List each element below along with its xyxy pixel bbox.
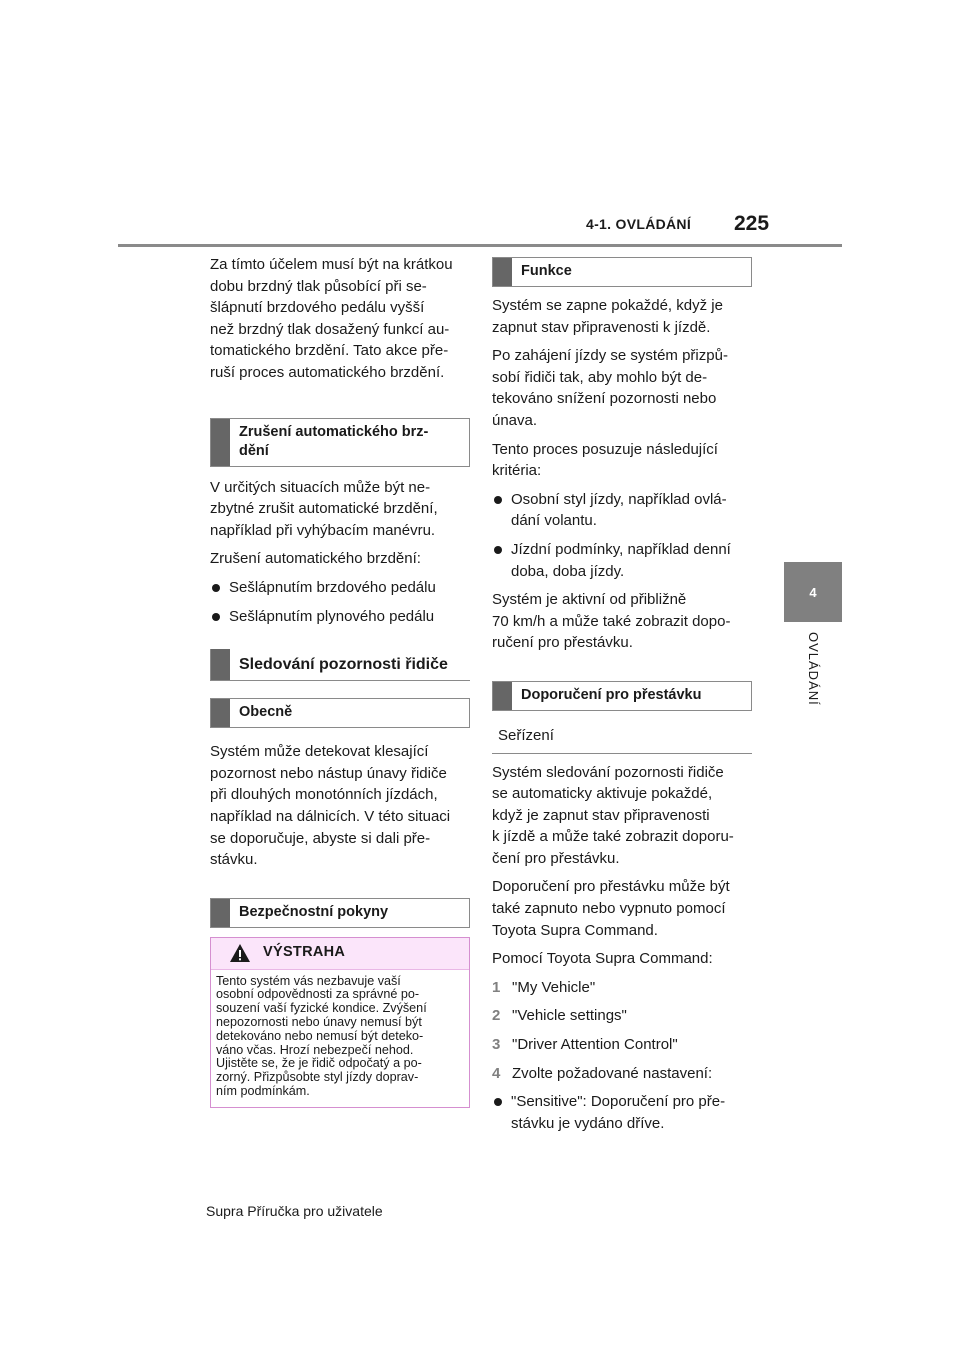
text-line: například na dálnicích. V této situaci [210,807,451,825]
text-line: sobí řidiči tak, aby mohlo být de- [492,368,708,386]
text-line: Jízdní podmínky, například denní [511,540,731,558]
adjust-paragraph-2 [492,876,752,941]
bullet-item [492,539,752,582]
bullet-item: Sešlápnutím brzdového pedálu [210,577,470,599]
chapter-tab: 4 [784,562,842,622]
text-line: Tento systém vás nezbavuje vaší [216,973,401,988]
step-item [492,1005,752,1027]
cancel-paragraph [210,477,470,542]
text-line: Ujistěte se, že je řidič odpočatý a po- [216,1056,422,1071]
step-text: "Vehicle settings" [512,1007,627,1025]
step-number: 1 [492,978,501,996]
text-line: "Sensitive": Doporučení pro pře- [511,1093,726,1111]
step-item [492,977,752,999]
text-line: Systém je aktivní od přibližně [492,591,687,609]
step-text: "My Vehicle" [512,978,596,996]
chapter-label-text: OVLÁDÁNÍ [806,632,821,706]
text-line: Systém sledování pozornosti řidiče [492,763,724,781]
bullet-item: Sešlápnutím plynového pedálu [210,606,470,628]
text-line: čení pro přestávku. [492,849,620,867]
text-line: souzení vaší fyzické kondice. Zvýšení [216,1001,427,1016]
chapter-label [784,632,842,752]
text-line: Systém se zapne pokaždé, když je [492,297,723,314]
text-line: Doporučení pro přestávku může být [492,878,730,896]
text-line: Za tímto účelem musí být na krátkou [210,256,453,273]
step-item [492,1063,752,1085]
text-line: doba, doba jízdy. [511,562,625,580]
bullet-item [492,489,752,532]
general-heading: Obecně [210,698,470,728]
adjustment-subheading: Seřízení [492,721,752,754]
text-line: stávku je vydáno dříve. [511,1114,665,1132]
step-number: 2 [492,1007,501,1025]
section-heading-driver-attention: Sledování pozornosti řidiče [210,649,470,681]
right-column [492,257,752,1141]
warning-text [211,970,469,1107]
function-heading: Funkce [492,257,752,287]
step-item [492,1034,752,1056]
bullet-item [492,1091,752,1134]
text-line: se automaticky aktivuje pokaždé, [492,785,713,803]
text-line: Po zahájení jízdy se systém přizpů- [492,347,728,365]
text-line: pozornost nebo nástup únavy řidiče [210,764,447,782]
text-line: ruší proces automatického brzdění. [210,363,445,381]
text-line: osobní odpovědnosti za správné po- [216,987,420,1002]
general-paragraph [210,741,470,871]
heading-line: Zrušení automatického brz- [239,423,429,440]
text-line: k jízdě a může také zobrazit doporu- [492,828,734,846]
cancel-braking-heading [210,418,470,467]
text-line: tekováno snížení pozornosti nebo [492,390,717,408]
safety-heading: Bezpečnostní pokyny [210,898,470,928]
text-line: detekováno nebo nemusí být deteko- [216,1028,424,1043]
function-paragraph-1 [492,295,752,338]
function-paragraph-3 [492,439,752,482]
text-line: při dlouhých monotónních jízdách, [210,786,438,804]
function-paragraph-4 [492,589,752,654]
text-line: kritéria: [492,462,542,480]
adjust-paragraph-1 [492,762,752,870]
text-line: když je zapnut stav připravenosti [492,806,710,824]
text-line: ručení pro přestávku. [492,634,633,652]
text-line: také zapnuto nebo vypnuto pomocí [492,900,726,918]
text-line: zbytné zrušit automatické brzdění, [210,500,438,518]
text-line: šlápnutí brzdového pedálu vyšší [210,299,425,317]
break-recommendation-heading: Doporučení pro přestávku [492,681,752,711]
intro-paragraph [210,254,470,384]
header-divider [118,244,842,247]
text-line: Osobní styl jízdy, například ovlá- [511,490,727,508]
text-line: Toyota Supra Command. [492,921,658,939]
text-line: zorný. Přizpůsobte styl jízdy doprav- [216,1070,419,1085]
footer-text: Supra Příručka pro uživatele [206,1203,383,1219]
step-number: 4 [492,1064,501,1082]
function-paragraph-2 [492,345,752,431]
text-line: Systém může detekovat klesající [210,743,429,761]
adjust-paragraph-3: Pomocí Toyota Supra Command: [492,950,713,968]
text-line: se doporučuje, abyste si dali pře- [210,829,431,847]
page-number: 225 [734,212,770,235]
step-text: Zvolte požadované nastavení: [512,1064,713,1082]
text-line: tomatického brzdění. Tato akce pře- [210,342,449,360]
text-line: nepozornosti nebo únavy nemusí být [216,1015,422,1030]
cancel-intro: Zrušení automatického brzdění: [210,550,421,568]
warning-triangle-icon [229,943,251,963]
text-line: zapnut stav připravenosti k jízdě. [492,318,711,336]
text-line: dobu brzdný tlak působící při se- [210,277,427,295]
text-line: dání volantu. [511,512,597,530]
text-line: než brzdný tlak dosažený funkcí au- [210,320,450,338]
left-column [210,254,470,1108]
warning-title: VÝSTRAHA [263,944,346,961]
text-line: stávku. [210,851,258,869]
heading-line: dění [239,442,269,459]
text-line: ním podmínkám. [216,1084,310,1099]
text-line: 70 km/h a může také zobrazit dopo- [492,612,731,630]
step-text: "Driver Attention Control" [512,1036,678,1054]
warning-header [211,938,469,970]
section-title: 4-1. OVLÁDÁNÍ [586,216,692,232]
warning-box [210,937,470,1108]
step-number: 3 [492,1036,501,1054]
text-line: Tento proces posuzuje následující [492,440,718,458]
text-line: například při vyhýbacím manévru. [210,521,436,539]
text-line: váno včas. Hrozí nebezpečí nehod. [216,1042,414,1057]
text-line: únava. [492,411,538,429]
text-line: V určitých situacích může být ne- [210,478,431,496]
